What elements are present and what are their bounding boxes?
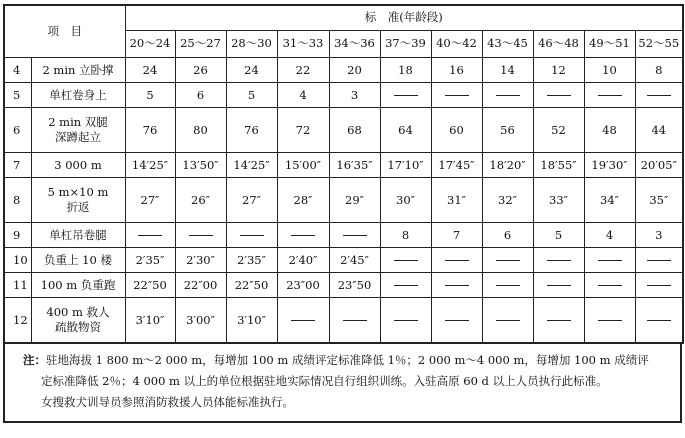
not-applicable-cell [635, 273, 683, 298]
header-row-1 [4, 5, 683, 30]
dash-mark [394, 260, 418, 261]
standard-value-cell: 2′40″ [277, 248, 329, 273]
standard-value-cell: 20 [329, 58, 380, 83]
standard-value-cell: 68 [329, 108, 380, 153]
age-group-header: 20～24 [125, 30, 175, 57]
not-applicable-cell [431, 273, 482, 298]
row-item [31, 58, 125, 83]
standards-document [3, 4, 682, 423]
standard-value-cell: 64 [380, 108, 431, 153]
note-label: 注： [23, 353, 46, 367]
age-group-header: 25～27 [175, 30, 226, 57]
standard-value-cell: 8 [635, 58, 683, 83]
row-number: 11 [4, 273, 31, 298]
dash-mark [445, 285, 469, 286]
standard-value-cell: 30″ [380, 178, 431, 223]
dash-mark [647, 260, 671, 261]
dash-mark [291, 235, 315, 236]
standard-value-cell: 18′20″ [482, 153, 533, 178]
standard-value-cell: 18 [380, 58, 431, 83]
table-row [4, 178, 683, 223]
standard-value-cell: 14′25″ [226, 153, 277, 178]
standard-header: 标 准(年龄段) [125, 5, 683, 30]
not-applicable-cell [635, 248, 683, 273]
row-item-line: 单杠卷身上 [49, 87, 107, 102]
standard-value-cell: 48 [584, 108, 635, 153]
table-row [4, 108, 683, 153]
standard-value-cell: 28″ [277, 178, 329, 223]
standard-value-cell: 3 [635, 223, 683, 248]
not-applicable-cell [329, 298, 380, 344]
dash-mark [445, 95, 469, 96]
standard-value-cell: 2′35″ [226, 248, 277, 273]
dash-mark [445, 260, 469, 261]
not-applicable-cell [329, 223, 380, 248]
not-applicable-cell [277, 223, 329, 248]
table-row [4, 58, 683, 83]
dash-mark [547, 260, 571, 261]
standard-value-cell: 2′30″ [175, 248, 226, 273]
standard-value-cell: 3′10″ [125, 298, 175, 344]
age-group-header: 52～55 [635, 30, 683, 57]
age-group-header: 34～36 [329, 30, 380, 57]
dash-mark [647, 95, 671, 96]
row-item-line: 负重上 10 楼 [44, 252, 112, 267]
row-item-line: 2 min 立卧撑 [42, 62, 114, 77]
standard-value-cell: 13′50″ [175, 153, 226, 178]
age-group-header: 28～30 [226, 30, 277, 57]
standard-value-cell: 5 [533, 223, 584, 248]
age-group-header: 31～33 [277, 30, 329, 57]
note-line-2: 定标准降低 2％；4 000 m 以上的单位根据驻地实际情况自行组织训练。入驻高原 60 d 以上人员执行此标准。 [41, 374, 608, 388]
dash-mark [343, 320, 367, 321]
standard-value-cell: 52 [533, 108, 584, 153]
not-applicable-cell [584, 83, 635, 108]
row-item-line: 深蹲起立 [55, 130, 101, 144]
not-applicable-cell [482, 298, 533, 344]
standard-value-cell: 60 [431, 108, 482, 153]
note-section [3, 344, 682, 423]
age-group-header: 43～45 [482, 30, 533, 57]
dash-mark [496, 95, 520, 96]
not-applicable-cell [533, 298, 584, 344]
standard-value-cell: 14′25″ [125, 153, 175, 178]
not-applicable-cell [380, 273, 431, 298]
not-applicable-cell [431, 298, 482, 344]
standard-value-cell: 44 [635, 108, 683, 153]
note-line-1: 驻地海拔 1 800 m～2 000 m，每增加 100 m 成绩评定标准降低 1％；2 000 m～4 000 m，每增加 100 m 成绩评 [46, 353, 649, 367]
dash-mark [647, 285, 671, 286]
row-item-line: 100 m 负重跑 [40, 277, 116, 292]
not-applicable-cell [533, 273, 584, 298]
standard-value-cell: 5 [125, 83, 175, 108]
standard-value-cell: 8 [380, 223, 431, 248]
standard-value-cell: 76 [125, 108, 175, 153]
not-applicable-cell [226, 223, 277, 248]
not-applicable-cell [533, 83, 584, 108]
dash-mark [138, 235, 162, 236]
standard-value-cell: 56 [482, 108, 533, 153]
standard-value-cell: 2′45″ [329, 248, 380, 273]
standard-value-cell: 3′10″ [226, 298, 277, 344]
standard-value-cell: 27″ [226, 178, 277, 223]
dash-mark [189, 235, 213, 236]
dash-mark [394, 320, 418, 321]
not-applicable-cell [584, 248, 635, 273]
row-item [31, 248, 125, 273]
dash-mark [394, 285, 418, 286]
standard-value-cell: 22 [277, 58, 329, 83]
not-applicable-cell [431, 83, 482, 108]
row-item-line: 单杠吊卷腿 [49, 227, 107, 242]
standard-value-cell: 26 [175, 58, 226, 83]
age-group-header: 40～42 [431, 30, 482, 57]
standard-value-cell: 20′05″ [635, 153, 683, 178]
dash-mark [291, 320, 315, 321]
not-applicable-cell [533, 248, 584, 273]
standard-value-cell: 14 [482, 58, 533, 83]
not-applicable-cell [635, 298, 683, 344]
standard-value-cell: 12 [533, 58, 584, 83]
dash-mark [547, 285, 571, 286]
not-applicable-cell [431, 248, 482, 273]
not-applicable-cell [584, 298, 635, 344]
standard-value-cell: 4 [277, 83, 329, 108]
not-applicable-cell [482, 273, 533, 298]
standard-value-cell: 31″ [431, 178, 482, 223]
dash-mark [496, 285, 520, 286]
not-applicable-cell [277, 298, 329, 344]
row-item [31, 83, 125, 108]
standard-value-cell: 22″50 [226, 273, 277, 298]
table-row [4, 273, 683, 298]
standard-value-cell: 3′00″ [175, 298, 226, 344]
standard-value-cell: 80 [175, 108, 226, 153]
row-item-line: 3 000 m [54, 157, 102, 172]
note-line-3: 女搜救犬训导员参照消防救援人员体能标准执行。 [41, 395, 294, 409]
standard-value-cell: 76 [226, 108, 277, 153]
not-applicable-cell [482, 248, 533, 273]
dash-mark [343, 235, 367, 236]
standard-value-cell: 22″00 [175, 273, 226, 298]
dash-mark [598, 95, 622, 96]
standard-value-cell: 6 [482, 223, 533, 248]
standard-value-cell: 6 [175, 83, 226, 108]
age-group-header: 49～51 [584, 30, 635, 57]
standard-value-cell: 2′35″ [125, 248, 175, 273]
standard-value-cell: 19′30″ [584, 153, 635, 178]
row-item [31, 298, 125, 344]
row-number: 7 [4, 153, 31, 178]
row-number: 4 [4, 58, 31, 83]
standard-value-cell: 27″ [125, 178, 175, 223]
table-row [4, 298, 683, 344]
not-applicable-cell [380, 248, 431, 273]
dash-mark [394, 95, 418, 96]
row-item-line: 疏散物资 [55, 320, 101, 334]
standard-value-cell: 3 [329, 83, 380, 108]
dash-mark [647, 320, 671, 321]
dash-mark [496, 260, 520, 261]
standard-value-cell: 26″ [175, 178, 226, 223]
table-body [4, 58, 683, 344]
not-applicable-cell [125, 223, 175, 248]
table-row [4, 153, 683, 178]
age-group-header: 46～48 [533, 30, 584, 57]
standard-value-cell: 23″50 [329, 273, 380, 298]
dash-mark [598, 260, 622, 261]
standard-value-cell: 4 [584, 223, 635, 248]
row-item-line: 2 min 双腿 [48, 115, 108, 129]
row-number: 12 [4, 298, 31, 344]
fitness-standards-table [3, 4, 684, 344]
row-item [31, 178, 125, 223]
row-number: 8 [4, 178, 31, 223]
dash-mark [547, 95, 571, 96]
dash-mark [445, 320, 469, 321]
not-applicable-cell [380, 83, 431, 108]
row-item-line: 5 m×10 m [47, 185, 109, 199]
standard-value-cell: 16 [431, 58, 482, 83]
standard-value-cell: 32″ [482, 178, 533, 223]
row-item [31, 273, 125, 298]
row-number: 9 [4, 223, 31, 248]
dash-mark [496, 320, 520, 321]
standard-value-cell: 15′00″ [277, 153, 329, 178]
standard-value-cell: 10 [584, 58, 635, 83]
dash-mark [547, 320, 571, 321]
row-item [31, 108, 125, 153]
standard-value-cell: 35″ [635, 178, 683, 223]
standard-value-cell: 24 [125, 58, 175, 83]
standard-value-cell: 16′35″ [329, 153, 380, 178]
item-header: 项 目 [4, 5, 125, 58]
row-number: 10 [4, 248, 31, 273]
table-row [4, 223, 683, 248]
row-item [31, 153, 125, 178]
not-applicable-cell [482, 83, 533, 108]
not-applicable-cell [584, 273, 635, 298]
standard-value-cell: 18′55″ [533, 153, 584, 178]
standard-value-cell: 5 [226, 83, 277, 108]
standard-value-cell: 72 [277, 108, 329, 153]
not-applicable-cell [175, 223, 226, 248]
standard-value-cell: 23″00 [277, 273, 329, 298]
row-number: 5 [4, 83, 31, 108]
age-group-header: 37～39 [380, 30, 431, 57]
standard-value-cell: 17′10″ [380, 153, 431, 178]
standard-value-cell: 33″ [533, 178, 584, 223]
dash-mark [598, 285, 622, 286]
standard-value-cell: 29″ [329, 178, 380, 223]
standard-value-cell: 17′45″ [431, 153, 482, 178]
standard-value-cell: 22″50 [125, 273, 175, 298]
row-item-line: 折返 [66, 200, 90, 214]
dash-mark [240, 235, 264, 236]
row-item [31, 223, 125, 248]
not-applicable-cell [380, 298, 431, 344]
row-number: 6 [4, 108, 31, 153]
standard-value-cell: 24 [226, 58, 277, 83]
table-row [4, 83, 683, 108]
not-applicable-cell [635, 83, 683, 108]
table-row [4, 248, 683, 273]
dash-mark [598, 320, 622, 321]
standard-value-cell: 7 [431, 223, 482, 248]
row-item-line: 400 m 救人 [46, 305, 110, 319]
standard-value-cell: 34″ [584, 178, 635, 223]
